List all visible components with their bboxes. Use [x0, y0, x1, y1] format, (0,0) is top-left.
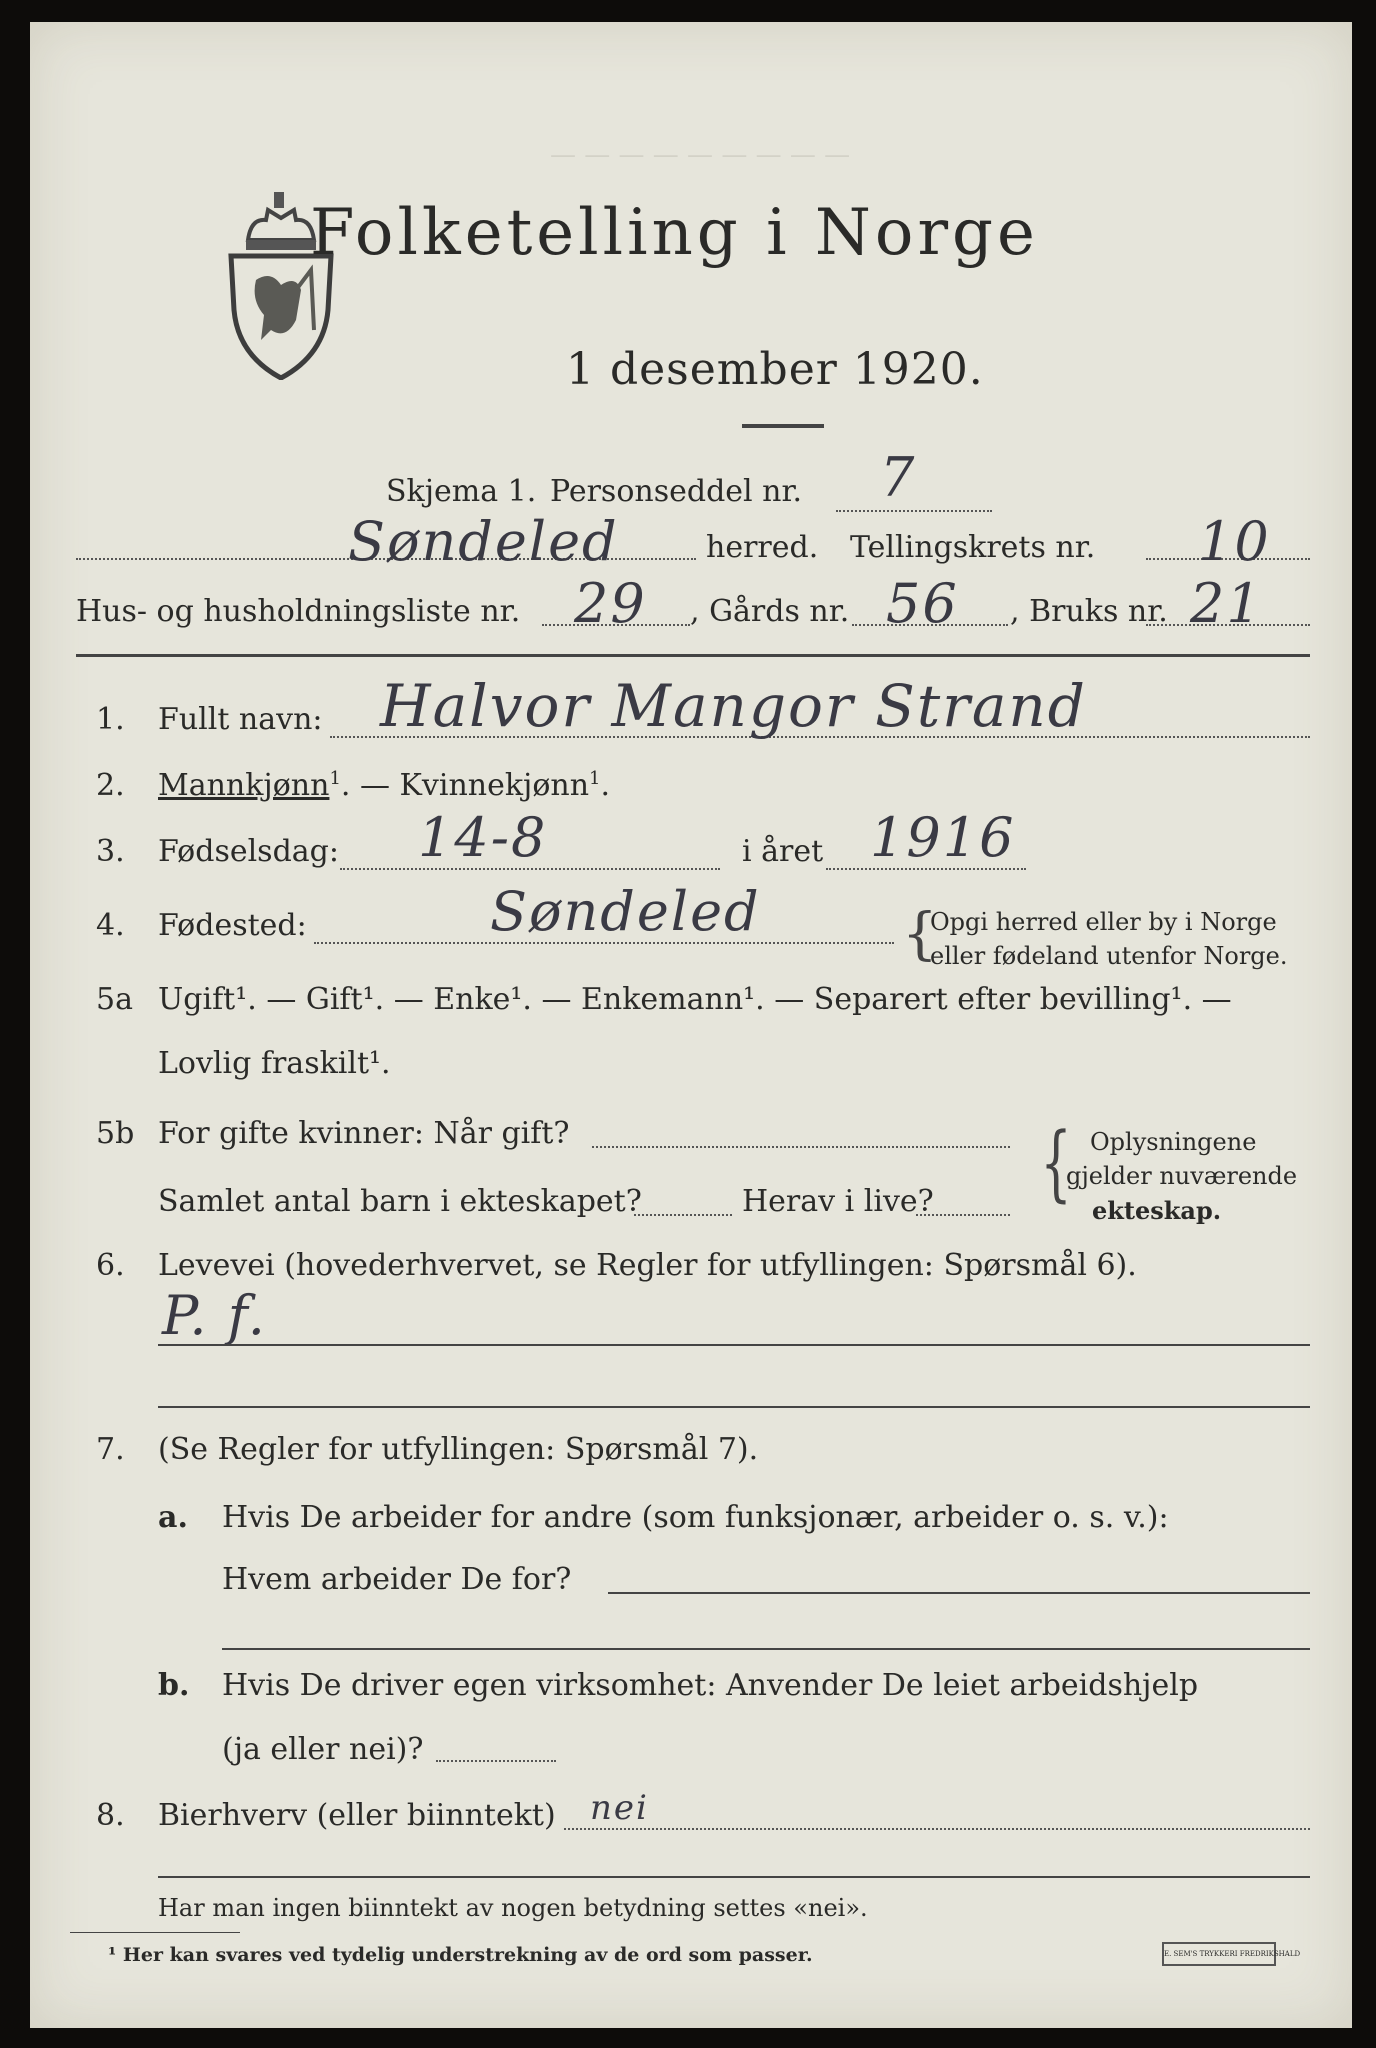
- q2-number: 2.: [96, 768, 125, 803]
- birthplace-value: Søndeled: [490, 880, 761, 943]
- personseddel-label: Personseddel nr.: [550, 474, 803, 509]
- census-form-sheet: [30, 22, 1352, 2028]
- bleed-through-text: — — — — — — — — —: [550, 140, 851, 170]
- occupation-field-line1[interactable]: [158, 1344, 1310, 1346]
- occupation-value: P. f.: [162, 1284, 267, 1347]
- q6-number: 6.: [96, 1248, 125, 1283]
- printer-stamp: E. SEM'S TRYKKERI FREDRIKSHALD: [1162, 1942, 1276, 1966]
- q6-label: Levevei (hovederhvervet, se Regler for utfyllingen: Spørsmål 6).: [158, 1248, 1137, 1283]
- hired-help-field[interactable]: [436, 1760, 556, 1762]
- q5b-note-line3: ekteskap.: [1092, 1196, 1222, 1225]
- herred-value: Søndeled: [348, 510, 619, 573]
- census-date: 1 desember 1920.: [566, 344, 984, 395]
- q7a-line2: Hvem arbeider De for?: [222, 1562, 572, 1597]
- q2-end: .: [600, 768, 611, 803]
- side-income-field[interactable]: [564, 1828, 1310, 1830]
- q5b-married-when-label: For gifte kvinner: Når gift?: [158, 1116, 570, 1151]
- q7-number: 7.: [96, 1432, 125, 1467]
- employer-field-line2[interactable]: [222, 1648, 1310, 1650]
- q4-note-line2: eller fødeland utenfor Norge.: [930, 942, 1288, 970]
- q7b-letter: b.: [158, 1668, 190, 1703]
- personseddel-field[interactable]: [836, 510, 992, 512]
- footnote-divider: [70, 1932, 240, 1933]
- q5a-number: 5a: [96, 982, 133, 1017]
- gards-value: 56: [886, 572, 959, 635]
- q7a-line1: Hvis De arbeider for andre (som funksjonær, arbeider o. s. v.):: [222, 1500, 1169, 1535]
- birth-year-value: 1916: [870, 806, 1016, 869]
- herred-label: herred.: [706, 530, 819, 565]
- q2-separator: . — Kvinnekjønn: [340, 768, 590, 803]
- children-alive-field[interactable]: [916, 1214, 1010, 1216]
- nei-instruction: Har man ingen biinntekt av nogen betydning settes «nei».: [158, 1894, 868, 1922]
- birth-year-label: i året: [742, 834, 824, 869]
- birthday-value: 14-8: [418, 806, 548, 869]
- q7-label: (Se Regler for utfyllingen: Spørsmål 7).: [158, 1432, 759, 1467]
- q3-number: 3.: [96, 834, 125, 869]
- husholdningsliste-label: Hus- og husholdningsliste nr.: [76, 594, 521, 629]
- q8-number: 8.: [96, 1798, 125, 1833]
- q4-number: 4.: [96, 908, 125, 943]
- q5b-brace: {: [1040, 1116, 1072, 1211]
- q3-label: Fødselsdag:: [158, 834, 339, 869]
- q5b-children-label: Samlet antal barn i ekteskapet?: [158, 1184, 642, 1219]
- q7a-letter: a.: [158, 1500, 188, 1535]
- skjema-label: Skjema 1.: [386, 474, 537, 509]
- q5b-note-line1: Oplysningene: [1090, 1128, 1257, 1156]
- q2-options: Mannkjønn$^1$. — Kvinnekjønn$^1$.: [158, 768, 611, 803]
- q4-note-line1: Opgi herred eller by i Norge: [930, 908, 1277, 936]
- q5b-note-line2: gjelder nuværende: [1066, 1162, 1298, 1190]
- q4-label: Fødested:: [158, 908, 307, 943]
- gards-label: , Gårds nr.: [690, 594, 850, 629]
- marital-status-options[interactable]: Ugift¹. — Gift¹. — Enke¹. — Enkemann¹. — Separert efter bevilling¹. —: [158, 982, 1232, 1017]
- occupation-field-line2[interactable]: [158, 1406, 1310, 1408]
- header-divider: [76, 654, 1310, 657]
- side-income-field-line2[interactable]: [158, 1876, 1310, 1878]
- q5b-number: 5b: [96, 1116, 135, 1151]
- title-divider: [742, 424, 824, 428]
- marital-status-divorced[interactable]: Lovlig fraskilt¹.: [158, 1046, 391, 1081]
- q7b-line1: Hvis De driver egen virksomhet: Anvender De leiet arbeidshjelp: [222, 1668, 1199, 1703]
- q1-number: 1.: [96, 702, 125, 737]
- q8-label: Bierhverv (eller biinntekt): [158, 1798, 556, 1833]
- bruks-label: , Bruks nr.: [1010, 594, 1168, 629]
- page-title: Folketelling i Norge: [310, 196, 1039, 270]
- q7b-line2: (ja eller nei)?: [222, 1732, 424, 1767]
- q4-brace: {: [902, 902, 938, 967]
- q1-label: Fullt navn:: [158, 702, 323, 737]
- side-income-value: nei: [590, 1788, 649, 1828]
- footnote: ¹ Her kan svares ved tydelig understrekning av de ord som passer.: [108, 1944, 813, 1966]
- tellingskrets-value: 10: [1198, 510, 1271, 573]
- personseddel-value: 7: [880, 446, 917, 509]
- option-mannkjonn[interactable]: Mannkjønn: [158, 768, 330, 803]
- full-name-value: Halvor Mangor Strand: [380, 672, 1087, 740]
- employer-field[interactable]: [608, 1592, 1310, 1594]
- tellingskrets-label: Tellingskrets nr.: [850, 530, 1096, 565]
- q5b-alive-label: Herav i live?: [742, 1184, 934, 1219]
- husholdningsliste-value: 29: [574, 572, 647, 635]
- children-total-field[interactable]: [634, 1214, 732, 1216]
- bruks-value: 21: [1190, 572, 1263, 635]
- married-when-field[interactable]: [592, 1146, 1010, 1148]
